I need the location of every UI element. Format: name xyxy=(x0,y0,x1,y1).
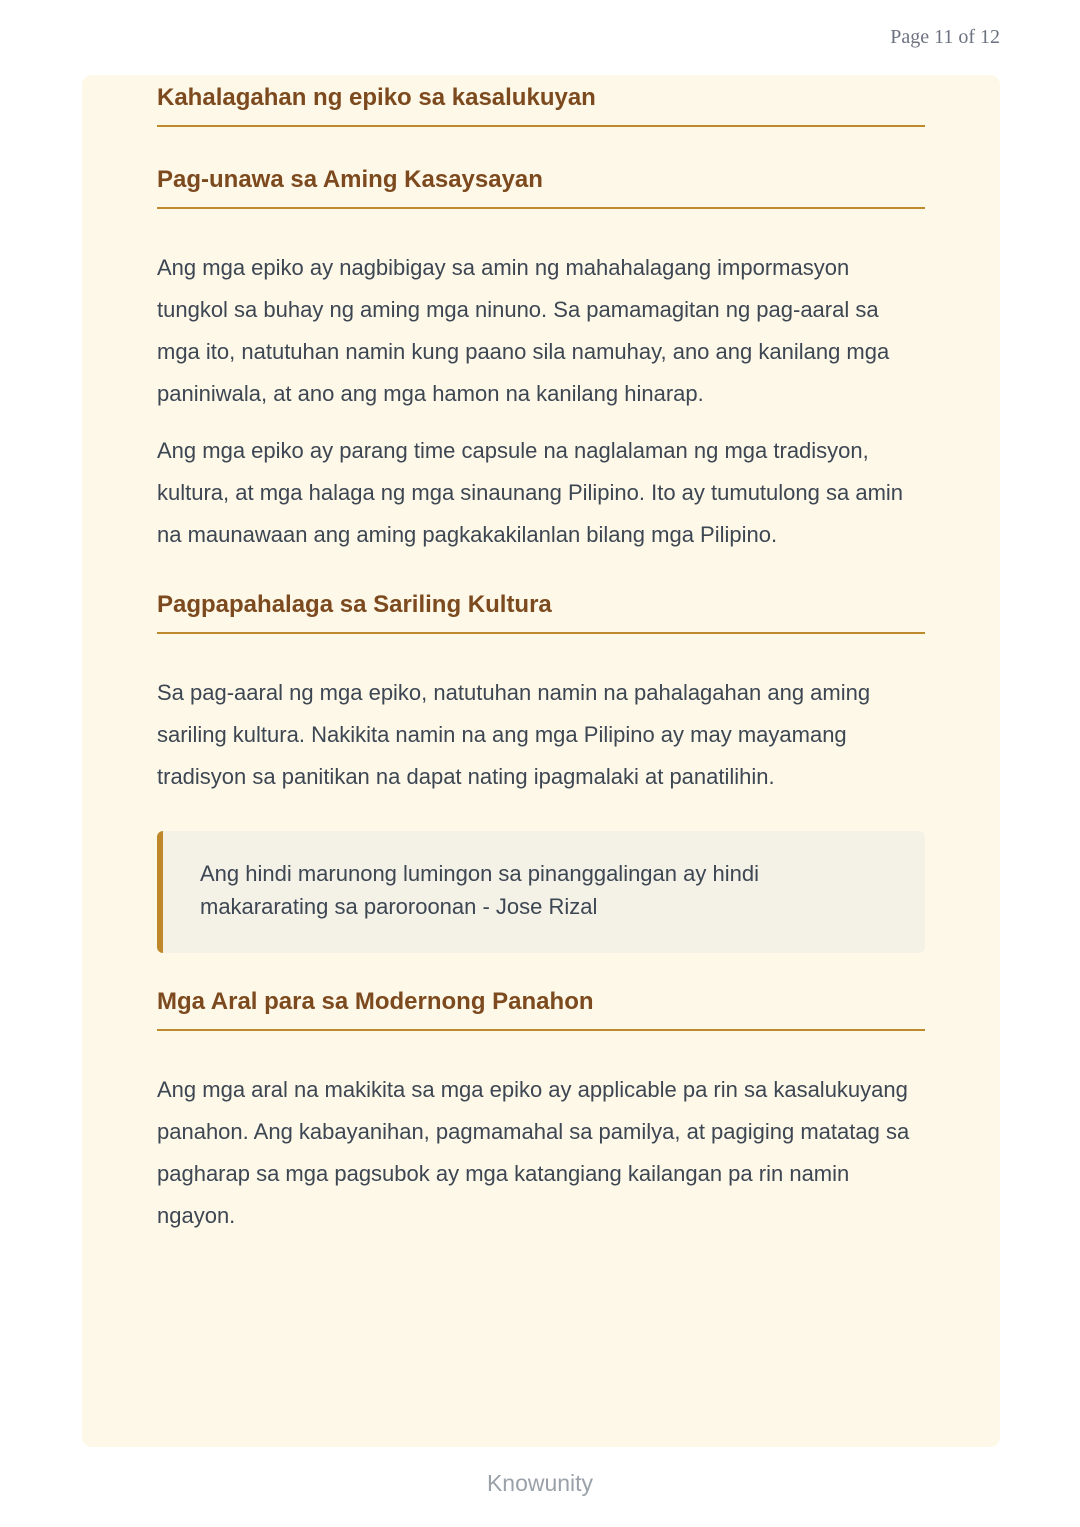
footer-brand: Knowunity xyxy=(486,1470,594,1496)
quote-block xyxy=(157,831,925,953)
section-heading-kahalagahan-ng-epiko: Kahalagahan ng epiko sa kasalukuyan xyxy=(157,83,925,127)
paragraph-impormasyon-ninuno: Ang mga epiko ay nagbibigay sa amin ng mahahalagang impormasyon tungkol sa buhay ng aming mga ninuno. Sa pamamagitan ng pag-aaral sa mga ito, natutuhan namin kung paano sila namuhay, ano ang kanilang mga paniniwala, at ano ang mga hamon na kanilang hinarap. xyxy=(157,255,890,406)
section-heading-pag-unawa: Pag-unawa sa Aming Kasaysayan xyxy=(157,165,925,209)
paragraph-modernong-panahon: Ang mga aral na makikita sa mga epiko ay applicable pa rin sa kasalukuyang panahon. Ang kabayanihan, pagmamahal sa pamilya, at pagiging matatag sa pagharap sa mga pagsubok ay mga katangiang kailangan pa rin namin ngayon. xyxy=(157,1077,910,1228)
section-heading-pagpapahalaga: Pagpapahalaga sa Sariling Kultura xyxy=(157,590,925,634)
document-panel xyxy=(82,75,1000,1447)
section-heading-mga-aral: Mga Aral para sa Modernong Panahon xyxy=(157,987,925,1031)
quote-text: Ang hindi marunong lumingon sa pinanggalingan ay hindi makararating sa paroroonan - Jose Rizal xyxy=(200,861,759,919)
paragraph-time-capsule: Ang mga epiko ay parang time capsule na naglalaman ng mga tradisyon, kultura, at mga halaga ng mga sinaunang Pilipino. Ito ay tumutulong sa amin na maunawaan ang aming pagkakakilanlan bilang mga Pilipino. xyxy=(157,438,904,547)
page-indicator: Page 11 of 12 xyxy=(890,26,1000,48)
paragraph-sariling-kultura: Sa pag-aaral ng mga epiko, natutuhan namin na pahalagahan ang aming sariling kultura. Nakikita namin na ang mga Pilipino ay may mayamang tradisyon sa panitikan na dapat nating ipagmalaki at panatilihin. xyxy=(157,680,871,789)
